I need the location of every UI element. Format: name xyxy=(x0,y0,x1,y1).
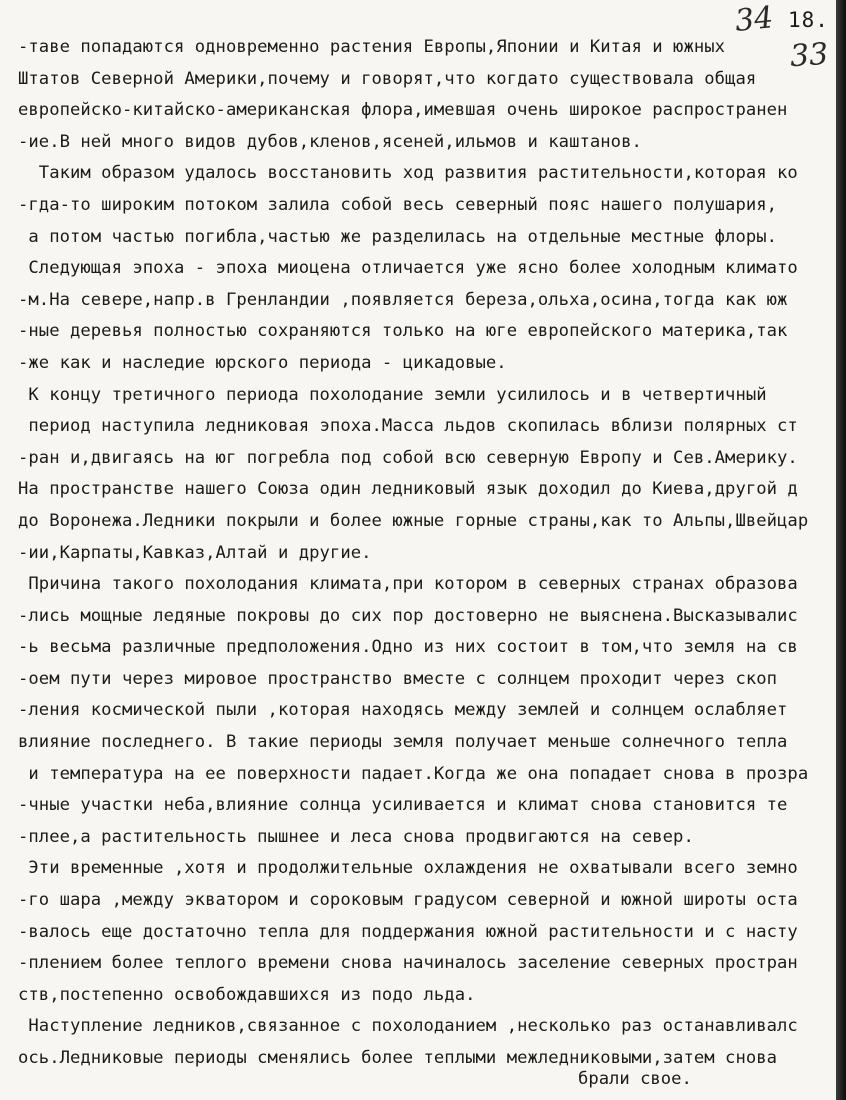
page-number: 18. xyxy=(788,8,829,32)
text-line: Следующая эпоха - эпоха миоцена отличается уже ясно более холодным климато xyxy=(18,258,798,279)
text-line: -плее,а растительность пышнее и леса снова продвигаются на север. xyxy=(18,826,694,847)
text-line: -же как и наследие юрского периода - цикадовые. xyxy=(18,352,507,373)
text-line: -оем пути через мировое пространство вместе с солнцем проходит через скоп xyxy=(18,668,778,689)
scan-edge-shadow xyxy=(836,0,846,1100)
text-line: На пространстве нашего Союза один ледниковый язык доходил до Киева,другой д xyxy=(18,479,798,500)
text-line: ств,постепенно освобождавшихся из подо льда. xyxy=(18,984,476,1005)
handwritten-page-number: 34 xyxy=(733,0,775,39)
text-line: -ь весьма различные предположения.Одно из них состоит в том,что земля на св xyxy=(18,637,798,658)
final-line-fragment: брали свое. xyxy=(578,1069,692,1089)
text-line: а потом частью погибла,частью же разделилась на отдельные местные флоры. xyxy=(18,226,778,247)
text-line: Причина такого похолодания климата,при котором в северных странах образова xyxy=(18,574,798,595)
text-line: -плением более теплого времени снова начиналось заселение северных простран xyxy=(18,953,798,974)
text-line: до Воронежа.Ледники покрыли и более южные горные страны,как то Альпы,Швейцар xyxy=(18,510,809,531)
text-line: К концу третичного периода похолодание земли усилилось и в четвертичный xyxy=(18,384,767,405)
text-line: -м.На севере,напр.в Гренландии ,появляется береза,ольха,осина,тогда как юж xyxy=(18,289,788,310)
text-line: Наступление ледников,связанное с похолоданием ,несколько раз останавливалс xyxy=(18,1016,798,1037)
text-line: Эти временные ,хотя и продолжительные охлаждения не охватывали всего земно xyxy=(18,858,798,879)
text-line: -чные участки неба,влияние солнца усиливается и климат снова становится те xyxy=(18,795,788,816)
text-line: -ления космической пыли ,которая находясь между землей и солнцем ослабляет xyxy=(18,700,788,721)
text-line: ось.Ледниковые периоды сменялись более теплыми межледниковыми,затем снова xyxy=(18,1048,778,1068)
text-line: -ии,Карпаты,Кавказ,Алтай и другие. xyxy=(18,542,372,563)
text-line: -го шара ,между экватором и сороковым градусом северной и южной широты оста xyxy=(18,890,798,911)
text-line: и температура на ее поверхности падает.Когда же она попадает снова в прозра xyxy=(18,763,809,784)
text-line: европейско-китайско-американская флора,имевшая очень широкое распространен xyxy=(18,100,788,121)
text-line: Штатов Северной Америки,почему и говорят,что когдато существовала общая xyxy=(18,68,757,89)
text-line: -ран и,двигаясь на юг погребла под собой всю северную Европу и Сев.Америку. xyxy=(18,447,798,468)
text-line: -гда-то широким потоком залила собой весь северный пояс нашего полушария, xyxy=(18,194,778,215)
text-line: -лись мощные ледяные покровы до сих пор достоверно не выяснена.Высказывалис xyxy=(18,605,798,626)
text-line: -ные деревья полностью сохраняются только на юге европейского материка,так xyxy=(18,321,788,342)
text-line: -таве попадаются одновременно растения Европы,Японии и Китая и южных xyxy=(18,37,726,57)
text-line: период наступила ледниковая эпоха.Масса льдов скопилась вблизи полярных ст xyxy=(18,416,798,437)
typewritten-text-body xyxy=(18,32,836,1075)
text-line: -валось еще достаточно тепла для поддержания южной растительности и с насту xyxy=(18,921,798,942)
text-line: влияние последнего. В такие периоды земля получает меньше солнечного тепла xyxy=(18,732,788,753)
handwritten-archive-number: 33 xyxy=(788,36,830,75)
text-line: -ие.В ней много видов дубов,кленов,ясеней,ильмов и каштанов. xyxy=(18,131,642,152)
text-line: Таким образом удалось восстановить ход развития растительности,которая ко xyxy=(18,163,798,184)
